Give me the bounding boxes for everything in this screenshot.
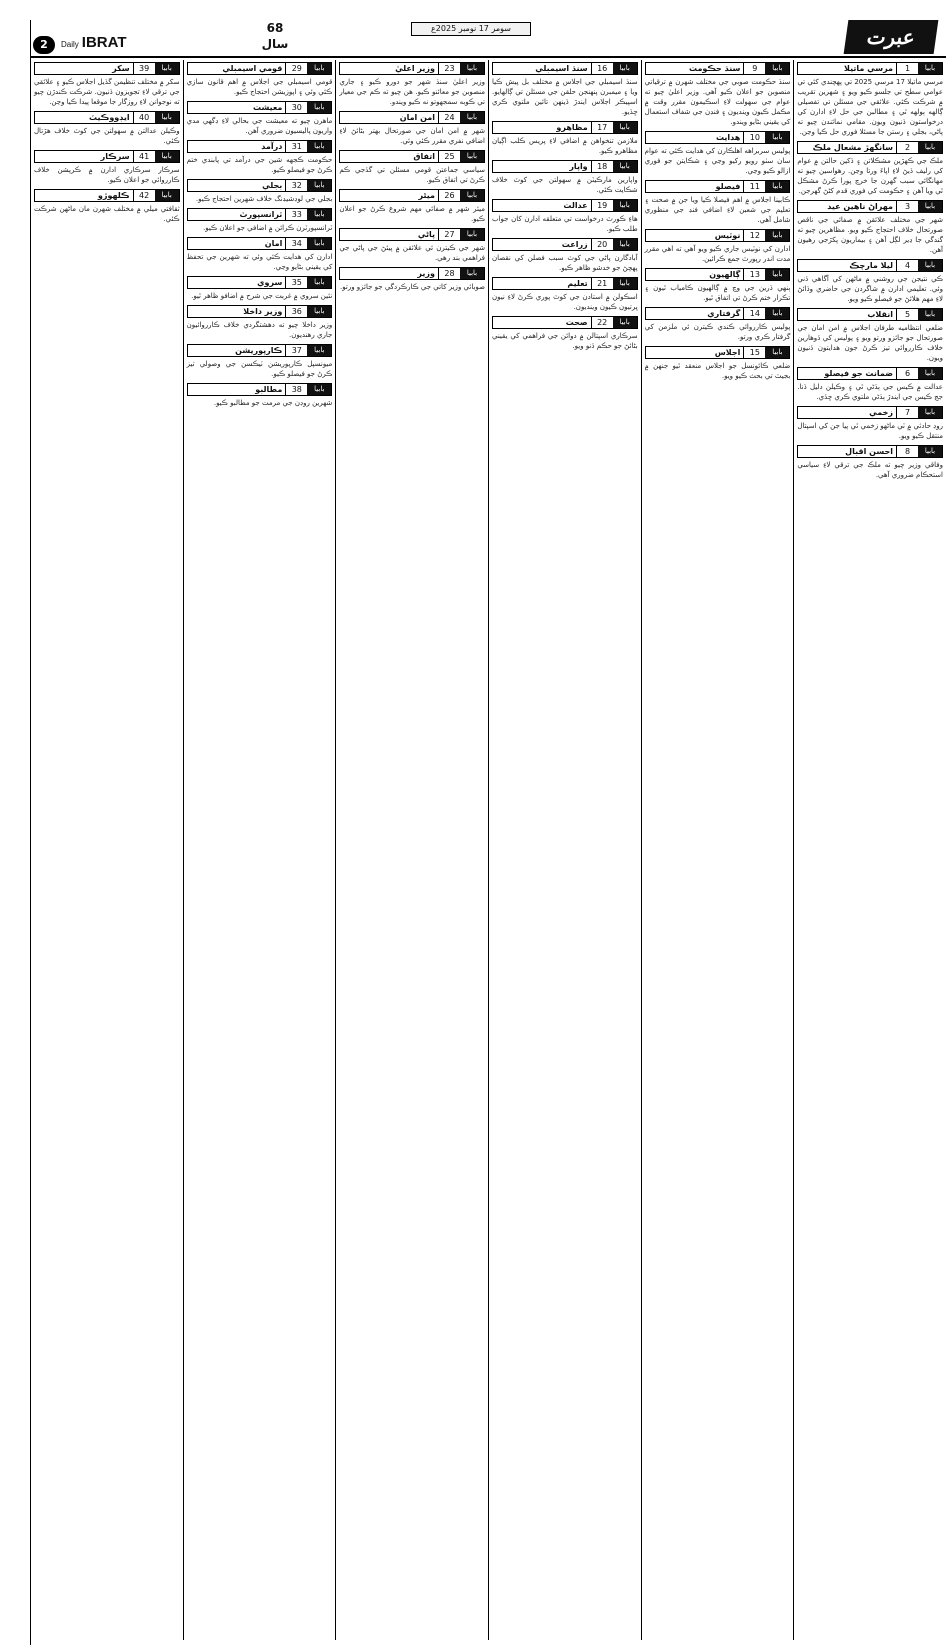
story-kicker: بابيا [918, 309, 942, 320]
story-body: روڊ حادثي ۾ ٽي ماڻهو زخمي ٿي پيا جن کي اسپتال منتقل ڪيو ويو. [797, 422, 943, 440]
story-header [339, 228, 485, 241]
story-body: شهر ۾ امن امان جي صورتحال بهتر بڻائڻ لاءِ اضافي نفري مقرر ڪئي وئي. [339, 127, 485, 145]
story-kicker: بابيا [307, 345, 331, 356]
story-number: 4 [896, 260, 918, 271]
story-kicker: بابيا [613, 200, 637, 211]
brand-name: IBRAT [81, 34, 127, 51]
story-body: وفاقي وزير چيو ته ملڪ جي ترقي لاءِ سياسي استحڪام ضروري آهي. [797, 461, 943, 479]
story-headline: اتفاق [413, 152, 435, 161]
story-header [492, 121, 638, 134]
story-header [492, 160, 638, 173]
story-header [34, 111, 180, 124]
story-number: 28 [438, 268, 460, 279]
story-kicker: بابيا [307, 180, 331, 191]
story-body: ڪابينا اجلاس ۾ اهم فيصلا ڪيا ويا جن ۾ صحت ۽ تعليم جي شعبن لاءِ اضافي فنڊ جي منظوري شامل آهي. [644, 196, 791, 224]
story-headline: فيصلو [715, 182, 741, 191]
news-story [492, 160, 638, 195]
story-kicker: بابيا [460, 190, 484, 201]
story-headline: مطالبو [255, 385, 283, 394]
story-header [645, 62, 791, 75]
story-number: 19 [591, 200, 613, 211]
story-kicker: بابيا [765, 269, 789, 280]
news-story [34, 150, 180, 185]
story-number: 14 [743, 308, 765, 319]
story-kicker: بابيا [307, 141, 331, 152]
story-body: سکر ۾ مختلف تنظيمن گڏيل اجلاس ڪيو ۽ علائقي جي ترقي لاءِ تجويزون ڏنيون. شرڪت ڪندڙن چيو ته نوجوانن لاءِ روزگار جا موقعا پيدا ڪيا وڃن. [33, 78, 180, 106]
story-header [797, 406, 943, 419]
story-number: 26 [438, 190, 460, 201]
news-story [187, 276, 333, 301]
story-headline: ايڊووڪيٽ [89, 113, 130, 122]
column [31, 60, 183, 1640]
story-headline: وزير داخلا [243, 307, 283, 316]
story-body: ماهرن چيو ته معيشت جي بحالي لاءِ ڊگهي مدي واريون پاليسيون ضروري آهن. [186, 117, 333, 135]
news-story [34, 62, 180, 107]
page-number: 2 [33, 36, 55, 54]
news-story [797, 406, 943, 441]
story-kicker: بابيا [918, 63, 942, 74]
story-headline: گرفتاري [707, 309, 741, 318]
story-header [492, 238, 638, 251]
story-headline: امن امان [399, 113, 435, 122]
story-kicker: بابيا [613, 317, 637, 328]
story-headline: معيشت [252, 103, 283, 112]
story-header [187, 140, 333, 153]
story-body: ضلعي انتظاميه طرفان اجلاس ۾ امن امان جي صورتحال جو جائزو ورتو ويو ۽ پوليس کي ڏوهارين خلاف ڪارروائي تيز ڪرڻ جون هدايتون ڏنيون ويون. [797, 324, 943, 362]
story-number: 13 [743, 269, 765, 280]
issue-date: سومر 17 نومبر 2025ع [411, 22, 531, 36]
story-headline: سرڪار [100, 152, 130, 161]
story-number: 5 [896, 309, 918, 320]
story-number: 17 [591, 122, 613, 133]
story-body: هاءِ ڪورٽ درخواست تي متعلقه ادارن کان جواب طلب ڪيو. [491, 215, 638, 233]
story-header [645, 307, 791, 320]
story-number: 37 [285, 345, 307, 356]
story-body: ضلعي ڪائونسل جو اجلاس منعقد ٿيو جنهن ۾ بجيٽ تي بحث ڪيو ويو. [644, 362, 791, 380]
story-body: قومي اسيمبلي جي اجلاس ۾ اهم قانون سازي ڪئي وئي ۽ اپوزيشن احتجاج ڪيو. [186, 78, 333, 96]
story-number: 31 [285, 141, 307, 152]
story-number: 40 [133, 112, 155, 123]
story-header [797, 62, 943, 75]
news-story [339, 228, 485, 263]
story-kicker: بابيا [155, 112, 179, 123]
news-story [187, 237, 333, 272]
news-story [645, 229, 791, 264]
story-kicker: بابيا [765, 63, 789, 74]
story-number: 27 [438, 229, 460, 240]
news-story [187, 62, 333, 97]
column [641, 60, 794, 1640]
news-story [797, 308, 943, 363]
story-headline: ميئر [418, 191, 435, 200]
story-header [34, 150, 180, 163]
news-story [339, 150, 485, 185]
story-headline: بجلي [262, 181, 283, 190]
story-headline: پاڻي [417, 230, 435, 239]
story-body: ميئر شهر ۾ صفائي مهم شروع ڪرڻ جو اعلان ڪيو. [339, 205, 485, 223]
story-kicker: بابيا [155, 63, 179, 74]
news-story [187, 140, 333, 175]
story-header [187, 276, 333, 289]
story-body: ثقافتي ميلي ۾ مختلف شهرن مان ماڻهن شرڪت ڪئي. [33, 205, 180, 223]
story-header [492, 277, 638, 290]
story-kicker: بابيا [460, 63, 484, 74]
story-header [187, 62, 333, 75]
story-headline: ڪلهوڙو [97, 191, 130, 200]
story-body: حڪومت ڪجهه شين جي درآمد تي پابندي ختم ڪرڻ جو فيصلو ڪيو. [186, 156, 333, 174]
news-story [339, 62, 485, 107]
news-story [187, 208, 333, 233]
news-story [187, 305, 333, 340]
story-kicker: بابيا [307, 102, 331, 113]
story-number: 22 [591, 317, 613, 328]
brand-daily: Daily [61, 40, 79, 49]
story-number: 21 [591, 278, 613, 289]
story-headline: تعليم [567, 279, 588, 288]
story-body: پوليس ڪارروائي ڪندي ڪيترن ئي ملزمن کي گرفتار ڪري ورتو. [644, 323, 791, 341]
story-body: عدالت ۾ ڪيس جي ٻڌڻي ٿي ۽ وڪيلن دليل ڏنا. جج ڪيس جي ايندڙ ٻڌڻي ملتوي ڪري ڇڏي. [797, 383, 943, 401]
story-body: وزير داخلا چيو ته دهشتگردي خلاف ڪارروائيون جاري رهنديون. [186, 321, 333, 339]
news-story [797, 200, 943, 255]
story-header [797, 445, 943, 458]
story-body: پوليس سربراهه اهلڪارن کي هدايت ڪئي ته عوام سان سٺو رويو رکيو وڃي ۽ شڪايتن جو فوري ازالو ڪيو وڃي. [644, 147, 791, 175]
news-story [797, 141, 943, 196]
story-kicker: بابيا [613, 239, 637, 250]
story-number: 10 [743, 132, 765, 143]
news-story [34, 189, 180, 224]
story-number: 25 [438, 151, 460, 162]
story-body: آبادگارن پاڻي جي کوٽ سبب فصلن کي نقصان پهچڻ جو خدشو ظاهر ڪيو. [491, 254, 638, 272]
story-body: شهر جي ڪيترن ئي علائقن ۾ پيئڻ جي پاڻي جي فراهمي بند رهي. [339, 244, 485, 262]
story-body: صوبائي وزير کاتي جي ڪارڪردگي جو جائزو ورتو. [340, 283, 485, 291]
story-kicker: بابيا [765, 181, 789, 192]
column [335, 60, 488, 1640]
news-story [645, 268, 791, 303]
news-story [339, 267, 485, 292]
story-header [645, 131, 791, 144]
story-header [34, 62, 180, 75]
newspaper-logo: عبرت [844, 20, 939, 54]
story-headline: عدالت [563, 201, 588, 210]
story-headline: واپار [569, 162, 588, 171]
years-number: 68 [266, 21, 284, 35]
news-story [34, 111, 180, 146]
story-number: 30 [285, 102, 307, 113]
story-headline: سنڌ اسيمبلي [535, 64, 588, 73]
story-header [34, 189, 180, 202]
story-kicker: بابيا [765, 308, 789, 319]
story-header [492, 199, 638, 212]
story-number: 18 [591, 161, 613, 172]
story-body: واپارين مارڪيٽن ۾ سهولتن جي کوٽ خلاف شڪايت ڪئي. [491, 176, 638, 194]
story-kicker: بابيا [307, 209, 331, 220]
story-body: ٽرانسپورٽرن ڪرائن ۾ اضافي جو اعلان ڪيو. [203, 224, 333, 232]
story-header [187, 208, 333, 221]
story-header [797, 200, 943, 213]
story-header [645, 346, 791, 359]
column [183, 60, 336, 1640]
story-kicker: بابيا [155, 151, 179, 162]
story-headline: صحت [565, 318, 588, 327]
story-number: 6 [896, 368, 918, 379]
story-header [187, 179, 333, 192]
story-kicker: بابيا [307, 238, 331, 249]
story-number: 36 [285, 306, 307, 317]
story-headline: مهراڻ ناهين عيد [827, 202, 893, 211]
story-body: سنڌ حڪومت صوبي جي مختلف شهرن ۾ ترقياتي منصوبن جو اعلان ڪيو آهي. وزير اعليٰ چيو ته عوام جي سهولت لاءِ اسڪيمون مقرر وقت ۾ مڪمل ڪيون وينديون ۽ فنڊن جي شفاف استعمال کي يقيني بڻايو ويندو. [644, 78, 791, 126]
story-number: 24 [438, 112, 460, 123]
story-headline: سانگهڙ مشعال ملڪ [812, 143, 893, 152]
story-body: وزير اعليٰ سنڌ شهر جو دورو ڪيو ۽ جاري منصوبن جو معائنو ڪيو. هن چيو ته ڪم جي معيار تي ڪوبه سمجهوتو نه ڪيو ويندو. [339, 78, 485, 106]
story-headline: سروي [257, 278, 283, 287]
story-kicker: بابيا [918, 407, 942, 418]
story-number: 38 [285, 384, 307, 395]
column [488, 60, 641, 1640]
story-number: 16 [591, 63, 613, 74]
story-header [187, 383, 333, 396]
story-number: 34 [285, 238, 307, 249]
story-kicker: بابيا [460, 229, 484, 240]
story-headline: سنڌ حڪومت [689, 64, 741, 73]
story-number: 3 [896, 201, 918, 212]
story-body: سرڪاري اسپتالن ۾ دوائن جي فراهمي کي يقيني بڻائڻ جو حڪم ڏنو ويو. [491, 332, 638, 350]
story-header [797, 141, 943, 154]
years-label: سال [261, 37, 289, 51]
news-story [645, 62, 791, 127]
story-headline: ڳالهيون [709, 270, 741, 279]
story-headline: زخمي [869, 408, 893, 417]
story-headline: ضمانت جو فيصلو [824, 369, 893, 378]
years-badge [257, 20, 293, 56]
story-body: نئين سروي ۾ غربت جي شرح ۾ اضافو ظاهر ٿيو. [191, 292, 333, 300]
story-header [492, 316, 638, 329]
story-headline: احسن اقبال [845, 447, 893, 456]
news-story [645, 346, 791, 381]
story-number: 20 [591, 239, 613, 250]
story-headline: مرسي ماتيلا [844, 64, 893, 73]
story-number: 39 [133, 63, 155, 74]
story-header [797, 308, 943, 321]
story-number: 15 [743, 347, 765, 358]
news-story [187, 101, 333, 136]
news-story [492, 238, 638, 273]
masthead [31, 20, 946, 58]
story-body: وڪيلن عدالتن ۾ سهولتن جي کوٽ خلاف هڙتال ڪئي. [33, 127, 180, 145]
story-number: 32 [285, 180, 307, 191]
story-headline: مظاهرو [556, 123, 588, 132]
story-kicker: بابيا [460, 268, 484, 279]
story-number: 29 [285, 63, 307, 74]
story-headline: انقلاب [867, 310, 893, 319]
story-body: شهر جي مختلف علائقن ۾ صفائي جي ناقص صورتحال خلاف احتجاج ڪيو ويو. مظاهرين چيو ته گندگي جا ڍير لڳل آهن ۽ بيماريون پکڙجي رهيون آهن. [797, 216, 943, 254]
story-number: 23 [438, 63, 460, 74]
story-kicker: بابيا [918, 446, 942, 457]
story-kicker: بابيا [765, 230, 789, 241]
news-story [645, 131, 791, 176]
column [793, 60, 946, 1640]
news-story [492, 62, 638, 117]
story-number: 41 [133, 151, 155, 162]
story-header [339, 62, 485, 75]
news-story [492, 199, 638, 234]
story-headline: اجلاس [714, 348, 741, 357]
story-kicker: بابيا [613, 63, 637, 74]
story-number: 1 [896, 63, 918, 74]
news-story [339, 111, 485, 146]
story-kicker: بابيا [918, 368, 942, 379]
news-story [187, 383, 333, 408]
story-header [797, 367, 943, 380]
story-body: مرسي ماتيلا 17 مرسي 2025 تي پهچندي کئي تي عوامي سطح تي جلسو ڪيو ويو ۽ شهرين تقريب ۾ شرڪت ڪئي. علائقي جي مسئلن تي تفصيلي ڳالهه ٻولهه ٿي ۽ مطالبن جي حل لاءِ ادارن کي درخواستون ڏنيون ويون. مقامي نمائندن چيو ته پاڻي، بجلي ۽ رستن جا مسئلا فوري حل ڪيا وڃن. [797, 78, 943, 136]
story-kicker: بابيا [613, 278, 637, 289]
news-story [797, 445, 943, 480]
story-body: بجلي جي لوڊشيڊنگ خلاف شهرين احتجاج ڪيو. [195, 195, 333, 203]
story-body: سنڌ اسيمبلي جي اجلاس ۾ مختلف بل پيش ڪيا ويا ۽ ميمبرن پنهنجن حلقن جي مسئلن تي ڳالهايو. اسپيڪر اجلاس ايندڙ ڏينهن تائين ملتوي ڪري ڇڏيو. [491, 78, 638, 116]
story-headline: سکر [112, 64, 130, 73]
story-kicker: بابيا [307, 63, 331, 74]
story-kicker: بابيا [918, 142, 942, 153]
story-number: 7 [896, 407, 918, 418]
story-kicker: بابيا [613, 161, 637, 172]
news-story [797, 259, 943, 304]
news-story [645, 180, 791, 225]
news-story [797, 62, 943, 137]
news-story [645, 307, 791, 342]
story-headline: نوٽيس [714, 231, 741, 240]
story-body: ٻنهي ڌرين جي وچ ۾ ڳالهيون ڪامياب ٿيون ۽ تڪرار ختم ڪرڻ تي اتفاق ٿيو. [644, 284, 791, 302]
brand [61, 34, 127, 51]
story-kicker: بابيا [460, 112, 484, 123]
story-body: ادارن کي هدايت ڪئي وئي ته شهرين جي تحفظ کي يقيني بڻايو وڃي. [186, 253, 333, 271]
story-headline: امان [264, 239, 283, 248]
story-kicker: بابيا [460, 151, 484, 162]
story-body: سياسي جماعتن قومي مسئلن تي گڏجي ڪم ڪرڻ تي اتفاق ڪيو. [339, 166, 485, 184]
story-headline: ڪارپوريشن [235, 346, 283, 355]
story-body: ميونسپل ڪارپوريشن ٽيڪسن جي وصولي تيز ڪرڻ جو فيصلو ڪيو. [186, 360, 333, 378]
news-story [187, 344, 333, 379]
story-body: شهرين روڊن جي مرمت جو مطالبو ڪيو. [213, 399, 333, 407]
story-kicker: بابيا [765, 132, 789, 143]
newspaper-page [30, 20, 945, 1645]
story-kicker: بابيا [918, 201, 942, 212]
story-number: 8 [896, 446, 918, 457]
story-body: سرڪار سرڪاري ادارن ۾ ڪرپشن خلاف ڪارروائي جو اعلان ڪيو. [33, 166, 180, 184]
story-number: 12 [743, 230, 765, 241]
story-header [339, 150, 485, 163]
story-body: اسڪولن ۾ استادن جي کوٽ پوري ڪرڻ لاءِ نيون ڀرتيون ڪيون وينديون. [491, 293, 638, 311]
story-header [187, 344, 333, 357]
story-headline: زراعت [561, 240, 588, 249]
story-kicker: بابيا [307, 277, 331, 288]
story-kicker: بابيا [155, 190, 179, 201]
story-number: 35 [285, 277, 307, 288]
story-number: 2 [896, 142, 918, 153]
story-headline: وزير اعليٰ [395, 64, 435, 73]
story-body: ادارن کي نوٽيس جاري ڪيو ويو آهي ته اهي مقرر مدت اندر رپورٽ جمع ڪرائين. [644, 245, 791, 263]
story-kicker: بابيا [613, 122, 637, 133]
story-header [187, 101, 333, 114]
story-number: 11 [743, 181, 765, 192]
story-header [187, 237, 333, 250]
story-header [339, 111, 485, 124]
story-number: 9 [743, 63, 765, 74]
news-story [492, 121, 638, 156]
story-kicker: بابيا [918, 260, 942, 271]
story-headline: وزير [417, 269, 435, 278]
story-headline: درآمد [261, 142, 283, 151]
news-story [797, 367, 943, 402]
story-body: ملڪ جي ڪهڙين مشڪلاتن ۽ ڏکين حالتن ۾ عوام کي رليف ڏيڻ لاءِ اپاءَ ورتا وڃن. رهواسين چيو ته مهانگائي سبب گهرن جا خرچ پورا ڪرڻ مشڪل ٿي ويا آهن ۽ حڪومت کي فوري قدم کڻڻ گهرجن. [797, 157, 943, 195]
story-kicker: بابيا [307, 384, 331, 395]
story-number: 33 [285, 209, 307, 220]
news-story [492, 277, 638, 312]
news-story [339, 189, 485, 224]
story-header [645, 229, 791, 242]
story-headline: قومي اسيمبلي [222, 64, 283, 73]
news-story [492, 316, 638, 351]
story-header [797, 259, 943, 272]
story-body: ملازمن تنخواهن ۾ اضافي لاءِ پريس ڪلب اڳيان مظاهرو ڪيو. [491, 137, 638, 155]
story-headline: ٽرانسپورٽ [239, 210, 283, 219]
story-headline: هدايت [715, 133, 741, 142]
story-headline: ليلا مارچڪ [849, 261, 893, 270]
story-number: 42 [133, 190, 155, 201]
story-header [187, 305, 333, 318]
story-kicker: بابيا [765, 347, 789, 358]
columns [31, 60, 946, 1640]
story-body: ڪي نتيجن جي روشني ۾ ماڻهن کي آگاهي ڏني وئي. تعليمي ادارن ۾ شاگردن جي حاضري وڌائڻ لاءِ مهم هلائڻ جو فيصلو ڪيو ويو. [797, 275, 943, 303]
story-header [339, 267, 485, 280]
story-header [339, 189, 485, 202]
story-kicker: بابيا [307, 306, 331, 317]
news-story [187, 179, 333, 204]
story-header [645, 268, 791, 281]
story-header [492, 62, 638, 75]
story-header [645, 180, 791, 193]
